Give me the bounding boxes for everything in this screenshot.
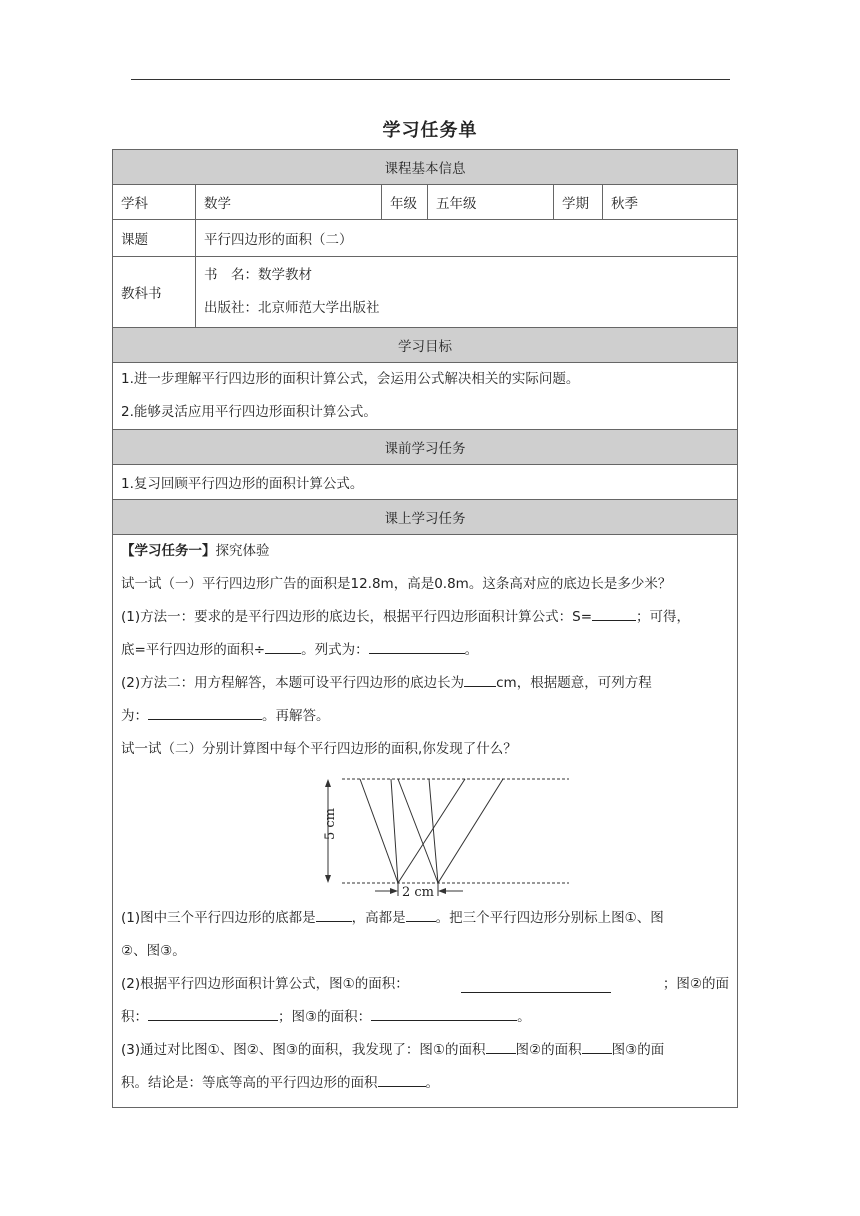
try1-question: 试一试（一）平行四边形广告的面积是12.8m，高是0.8m。这条高对应的底边长是多少米？ xyxy=(121,576,672,592)
section-pre-class: 课前学习任务 xyxy=(113,430,738,465)
answer-blank[interactable] xyxy=(592,605,636,621)
subject-value: 数学 xyxy=(196,185,382,220)
answer-blank[interactable] xyxy=(582,1038,612,1054)
publisher: 北京师范大学出版社 xyxy=(258,300,380,316)
objective-item: 1.进一步理解平行四边形的面积计算公式，会运用公式解决相关的实际问题。 xyxy=(121,371,580,387)
answer-blank[interactable] xyxy=(148,1005,278,1021)
method2-text: 为： xyxy=(121,708,148,724)
method1-text: 。列式为： xyxy=(301,642,369,658)
book-name: 数学教材 xyxy=(258,267,312,283)
header-rule xyxy=(131,79,730,80)
question2-text: 。 xyxy=(517,1009,531,1025)
subject-label: 学科 xyxy=(113,185,196,220)
answer-blank[interactable] xyxy=(378,1071,426,1087)
objective-item: 2.能够灵活应用平行四边形面积计算公式。 xyxy=(121,404,377,420)
method1-text: 。 xyxy=(464,642,479,658)
parallelogram-figure xyxy=(307,772,577,900)
question2-text: (2)根据平行四边形面积计算公式，图①的面积： xyxy=(121,976,409,992)
question3-text: 。 xyxy=(425,1075,439,1091)
grade-value: 五年级 xyxy=(428,185,554,220)
topic-label: 课题 xyxy=(113,220,196,257)
question3-text: 积。结论是：等底等高的平行四边形的面积 xyxy=(121,1075,378,1091)
answer-blank[interactable] xyxy=(406,906,436,922)
method1-text: (1)方法一：要求的是平行四边形的底边长，根据平行四边形面积计算公式：S= xyxy=(121,609,593,625)
question2-text: 积： xyxy=(121,1009,148,1025)
objectives-list xyxy=(113,363,738,430)
task1-heading-suffix: 探究体验 xyxy=(215,543,270,559)
textbook-details xyxy=(196,257,738,328)
book-name-label: 书 名： xyxy=(204,267,258,283)
question1-text: (1)图中三个平行四边形的底都是 xyxy=(121,910,316,926)
method2-text: (2)方法二：用方程解答，本题可设平行四边形的底边长为 xyxy=(121,675,465,691)
question1-text: ②、图③。 xyxy=(121,943,186,959)
answer-blank[interactable] xyxy=(265,638,301,654)
question3-text: 图③的面 xyxy=(611,1042,665,1058)
textbook-label: 教科书 xyxy=(113,257,196,328)
in-class-content xyxy=(113,535,738,1108)
question3-text: (3)通过对比图①、图②、图③的面积，我发现了：图①的面积 xyxy=(121,1042,486,1058)
question3-text: 图②的面积 xyxy=(515,1042,582,1058)
question2-text: ；图②的面 xyxy=(662,976,730,992)
method2-text: 。再解答。 xyxy=(262,708,330,724)
answer-blank[interactable] xyxy=(464,671,496,687)
answer-blank[interactable] xyxy=(148,704,262,720)
grade-label: 年级 xyxy=(382,185,428,220)
section-in-class: 课上学习任务 xyxy=(113,500,738,535)
question1-text: ，高都是 xyxy=(351,910,406,926)
section-objectives: 学习目标 xyxy=(113,328,738,363)
arrow-head xyxy=(325,779,331,787)
section-course-info: 课程基本信息 xyxy=(113,150,738,185)
height-label: 5 cm xyxy=(323,807,338,841)
term-value: 秋季 xyxy=(603,185,738,220)
method1-text: ；可得， xyxy=(636,609,691,625)
question2-text: ；图③的面积： xyxy=(278,1009,372,1025)
answer-blank[interactable] xyxy=(461,977,611,993)
try2-question: 试一试（二）分别计算图中每个平行四边形的面积,你发现了什么？ xyxy=(121,741,517,757)
answer-blank[interactable] xyxy=(369,638,465,654)
term-label: 学期 xyxy=(554,185,603,220)
question1-text: 。把三个平行四边形分别标上图①、图 xyxy=(435,910,664,926)
pre-class-task: 1.复习回顾平行四边形的面积计算公式。 xyxy=(113,465,738,500)
publisher-label: 出版社： xyxy=(204,300,258,316)
answer-blank[interactable] xyxy=(486,1038,516,1054)
method2-text: cm，根据题意，可列方程 xyxy=(496,675,652,691)
task1-heading: 【学习任务一】 xyxy=(121,543,216,559)
answer-blank[interactable] xyxy=(371,1005,517,1021)
base-label: 2 cm xyxy=(401,885,435,900)
answer-blank[interactable] xyxy=(316,906,352,922)
arrow-head xyxy=(325,875,331,883)
method1-text: 底=平行四边形的面积÷ xyxy=(121,642,266,658)
task-sheet-table xyxy=(112,149,738,1108)
topic-value: 平行四边形的面积（二） xyxy=(196,220,738,257)
parallelograms xyxy=(360,779,503,883)
page-title: 学习任务单 xyxy=(382,120,478,141)
